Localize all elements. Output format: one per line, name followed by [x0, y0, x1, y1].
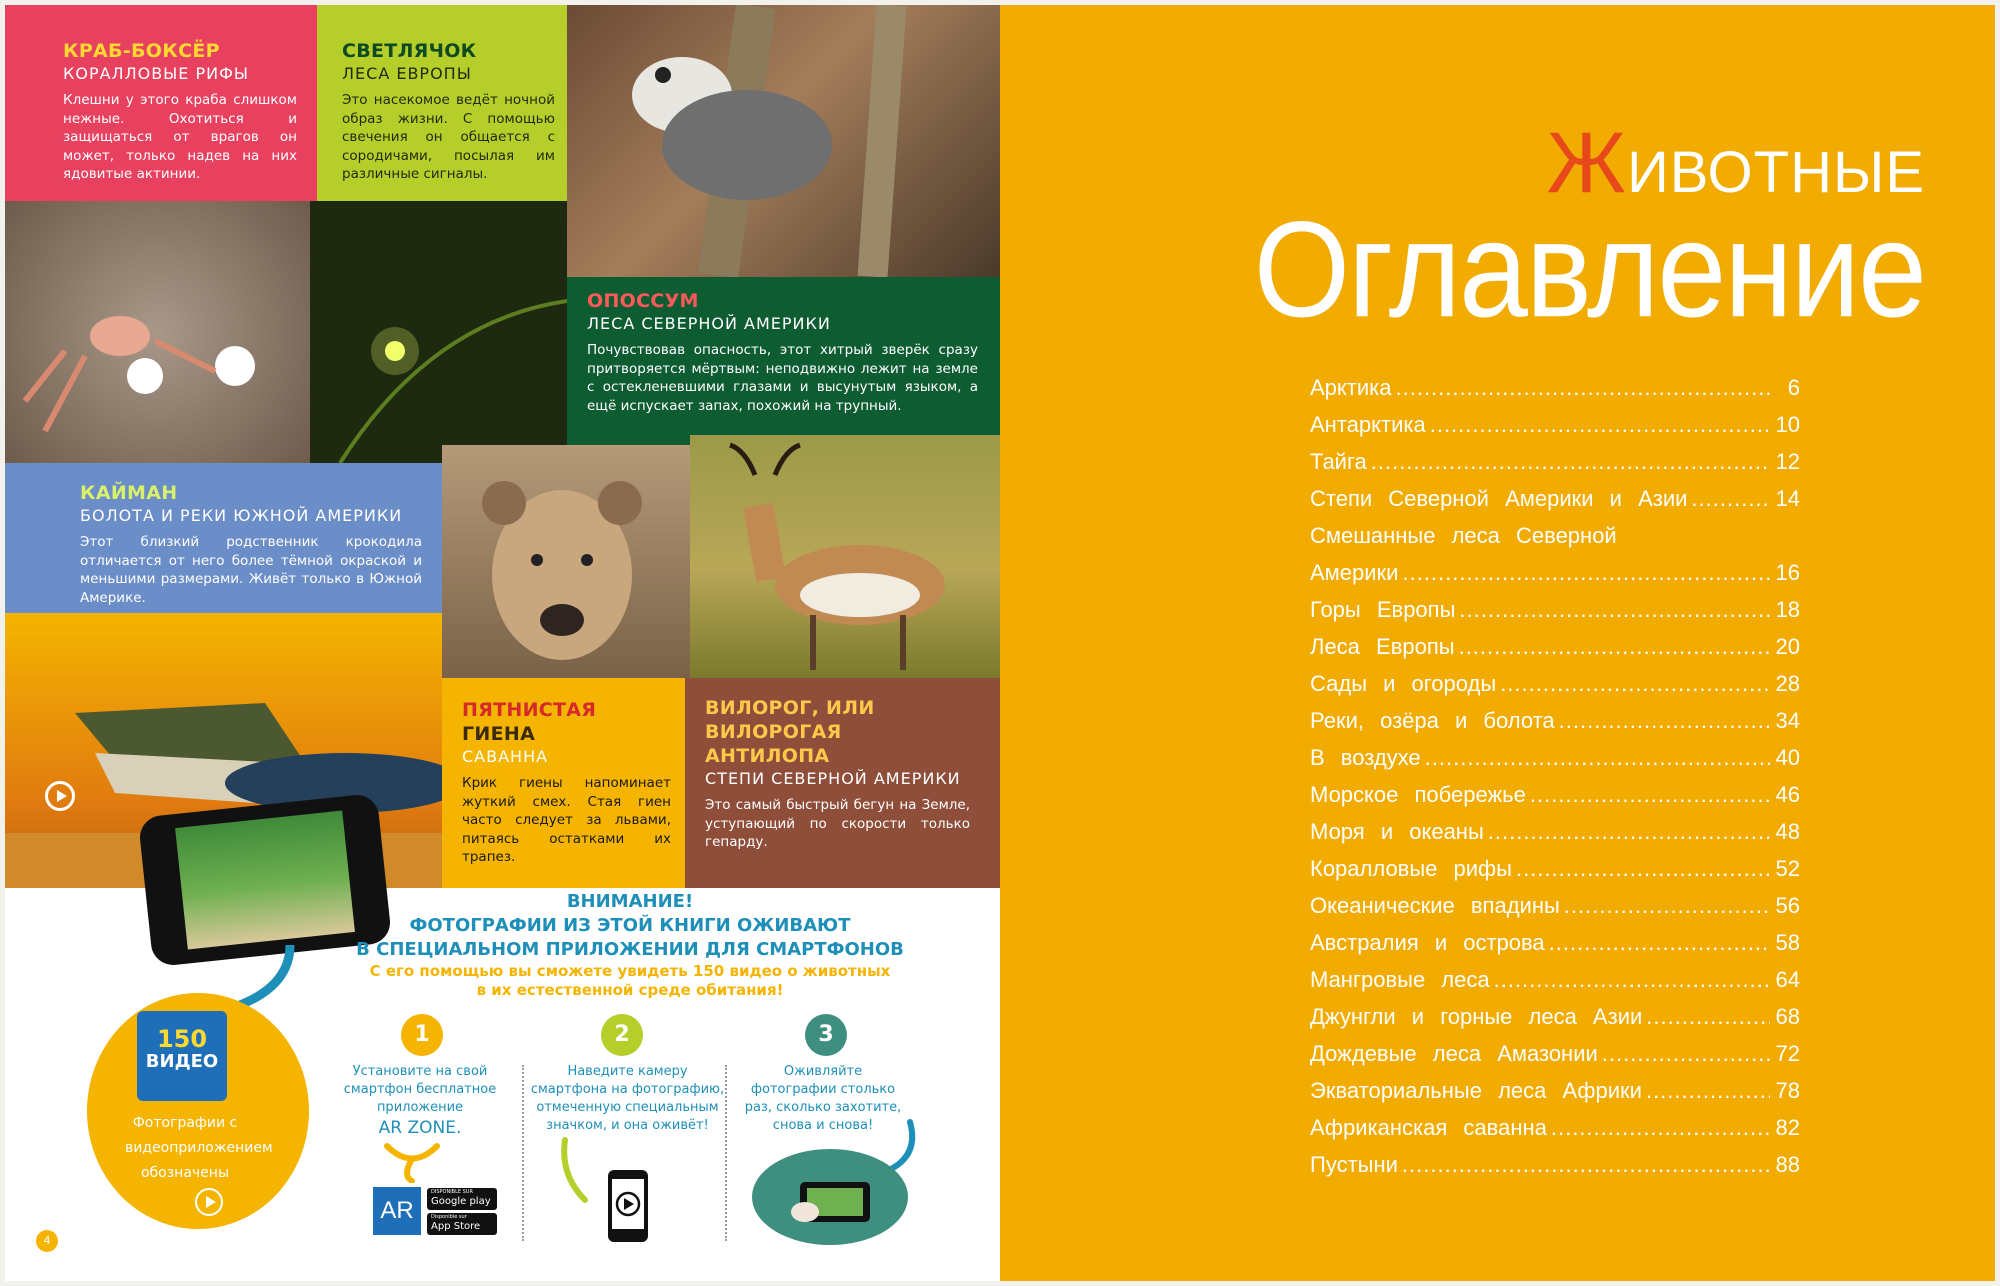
- toc-leader-dots: [1646, 1078, 1770, 1104]
- step-1-number: 1: [401, 1014, 443, 1056]
- toc-entry-page: 16: [1775, 560, 1800, 585]
- caiman-title: КАЙМАН: [80, 482, 178, 504]
- promo-line1: ФОТОГРАФИИ ИЗ ЭТОЙ КНИГИ ОЖИВАЮТ: [409, 915, 851, 936]
- toc-entry-title: Мангровые леса: [1310, 967, 1490, 992]
- toc-entry-title: Степи Северной Америки и Азии: [1310, 486, 1688, 511]
- toc-leader-dots: [1646, 1004, 1770, 1030]
- toc-leader-dots: [1396, 375, 1771, 401]
- toc-entry[interactable]: [1310, 1152, 1800, 1189]
- toc-entry-page: 48: [1775, 819, 1800, 844]
- toc-entry-title: Экваториальные леса Африки: [1310, 1078, 1642, 1103]
- toc-entry-page: 12: [1775, 449, 1800, 474]
- pronghorn-text: Это самый быстрый бегун на Земле, уступающий по скорости только гепарду.: [705, 797, 970, 850]
- toc-entry[interactable]: [1310, 1078, 1800, 1115]
- toc-entry-page: 46: [1775, 782, 1800, 807]
- toc-entry-title: Пустыни: [1310, 1152, 1398, 1177]
- toc-leader-dots: [1402, 1152, 1770, 1178]
- toc-leader-dots: [1402, 560, 1770, 586]
- toc-entry[interactable]: [1310, 819, 1800, 856]
- pronghorn-subtitle: СТЕПИ СЕВЕРНОЙ АМЕРИКИ: [705, 769, 961, 788]
- page-number: 4: [36, 1230, 58, 1252]
- app-store-small: Disponible sur: [431, 1214, 467, 1220]
- toc-entry[interactable]: [1310, 1004, 1800, 1041]
- video-play-icon[interactable]: [45, 781, 75, 811]
- toc-entry-page: 18: [1775, 597, 1800, 622]
- toc-entry[interactable]: [1310, 708, 1800, 745]
- hyena-text: Крик гиены напоминает жуткий смех. Стая гиен часто следует за львами, питаясь остатками их трапез.: [462, 775, 671, 865]
- ar-logo-icon: AR: [373, 1187, 421, 1235]
- google-play-label: Google play: [431, 1196, 491, 1207]
- app-store-badge[interactable]: [427, 1213, 497, 1235]
- right-page: [1000, 5, 1995, 1281]
- step-1-desc: Установите на свой смартфон бесплатное приложение: [343, 1064, 497, 1115]
- toc-entry-page: 88: [1775, 1152, 1800, 1177]
- step-1-text: [340, 1063, 500, 1139]
- step-separator-1: [522, 1065, 524, 1241]
- toc-leader-dots: [1691, 486, 1770, 512]
- toc-entry[interactable]: [1310, 375, 1800, 412]
- toc-entry-page: 28: [1775, 671, 1800, 696]
- toc-entry-page: 10: [1775, 412, 1800, 437]
- toc-entry[interactable]: [1310, 1115, 1800, 1152]
- video-label: ВИДЕО: [145, 1051, 219, 1072]
- toc-leader-dots: [1371, 449, 1770, 475]
- google-play-small: DISPONIBLE SUR: [431, 1189, 473, 1195]
- firefly-text: Это насекомое ведёт ночной образ жизни. С помощью свечения он общается с сородичами, посылая им различные сигналы.: [342, 92, 555, 182]
- google-play-badge[interactable]: [427, 1188, 497, 1210]
- caiman-subtitle: БОЛОТА И РЕКИ ЮЖНОЙ АМЕРИКИ: [80, 506, 403, 525]
- toc-entry[interactable]: [1310, 597, 1800, 634]
- video-count-card: [137, 1011, 227, 1101]
- toc-entry-title: Джунгли и горные леса Азии: [1310, 1004, 1643, 1029]
- hyena-title: [462, 698, 671, 746]
- crab-text: Клешни у этого краба слишком нежные. Охотиться и защищаться от врагов он может, только надев на них ядовитые актинии.: [63, 92, 297, 182]
- crab-photo: [5, 201, 310, 463]
- step-3-text: Оживляйте фотографии столько раз, сколько захотите, снова и снова!: [744, 1064, 902, 1133]
- toc-leader-dots: [1488, 819, 1770, 845]
- toc-entry-title: Дождевые леса Амазонии: [1310, 1041, 1598, 1066]
- step-separator-2: [725, 1065, 727, 1241]
- crab-card: [5, 5, 317, 201]
- toc-entry-title: Коралловые рифы: [1310, 856, 1512, 881]
- promo-heading: [315, 890, 945, 1000]
- toc-entry[interactable]: [1310, 486, 1800, 523]
- badge-play-icon: [195, 1188, 223, 1216]
- toc-entry-page: 52: [1775, 856, 1800, 881]
- toc-entry[interactable]: [1310, 745, 1800, 782]
- hyena-title-a: ПЯТНИСТАЯ: [462, 699, 597, 721]
- toc-entry-title: Америки: [1310, 560, 1399, 585]
- firefly-subtitle: ЛЕСА ЕВРОПЫ: [342, 64, 472, 83]
- toc-entry-title: Реки, озёра и болота: [1310, 708, 1555, 733]
- toc-entry[interactable]: [1310, 449, 1800, 486]
- promo-attention: ВНИМАНИЕ!: [566, 891, 694, 912]
- firefly-photo: [310, 201, 567, 463]
- toc-entry[interactable]: [1310, 967, 1800, 1004]
- toc-entry[interactable]: [1310, 671, 1800, 708]
- step-3-number: 3: [805, 1014, 847, 1056]
- toc-entry-page: 40: [1775, 745, 1800, 770]
- pronghorn-card: [685, 678, 1000, 888]
- toc-entry[interactable]: [1310, 523, 1800, 560]
- toc-entry[interactable]: [1310, 782, 1800, 819]
- pronghorn-photo: [690, 435, 1000, 678]
- toc-entry[interactable]: [1310, 856, 1800, 893]
- toc-entry-title: Арктика: [1310, 375, 1392, 400]
- video-badge: [87, 993, 309, 1229]
- ar-zone-name: AR ZONE.: [378, 1118, 462, 1138]
- opossum-photo: [567, 5, 1000, 277]
- phone-scan-icon: [560, 1135, 660, 1245]
- toc-entry-page: 64: [1775, 967, 1800, 992]
- promo-line4: в их естественной среде обитания!: [476, 981, 784, 999]
- toc-leader-dots: [1549, 930, 1770, 956]
- toc-entry-page: 72: [1775, 1041, 1800, 1066]
- toc-leader-dots: [1459, 597, 1770, 623]
- step-2-text: Наведите камеру смартфона на фотографию, отмеченную специальным значком, и она оживёт!: [530, 1064, 725, 1133]
- toc-entry-page: 20: [1775, 634, 1800, 659]
- step-2-number: 2: [601, 1014, 643, 1056]
- toc-leader-dots: [1459, 634, 1770, 660]
- opossum-card: [567, 277, 1000, 453]
- opossum-subtitle: ЛЕСА СЕВЕРНОЙ АМЕРИКИ: [587, 314, 831, 333]
- toc-entry-title: Леса Европы: [1310, 634, 1455, 659]
- toc-entry-title: Тайга: [1310, 449, 1367, 474]
- toc-entry[interactable]: [1310, 1041, 1800, 1078]
- toc-entry-page: 82: [1775, 1115, 1800, 1140]
- toc-entry-title: В воздухе: [1310, 745, 1421, 770]
- toc-leader-dots: [1559, 708, 1770, 734]
- toc-leader-dots: [1530, 782, 1770, 808]
- toc-leader-dots: [1494, 967, 1770, 993]
- hand-phone-icon: [745, 1117, 925, 1247]
- badge-text: Фотографии с видеоприложением обозначены: [125, 1115, 273, 1181]
- toc-entry-title: Горы Европы: [1310, 597, 1456, 622]
- caiman-text: Этот близкий родственник крокодила отличается от него более тёмной окраской и меньшими размерами. Живёт только в Южной Америке.: [80, 534, 422, 606]
- toc-entry-page: 34: [1775, 708, 1800, 733]
- toc-leader-dots: [1425, 745, 1770, 771]
- promo-line3: С его помощью вы сможете увидеть 150 видео о животных: [369, 962, 891, 980]
- toc-entry-page: 58: [1775, 930, 1800, 955]
- firefly-card: [317, 5, 567, 201]
- pronghorn-title: ВИЛОРОГ, ИЛИ ВИЛОРОГАЯ АНТИЛОПА: [705, 697, 875, 767]
- toc-leader-dots: [1516, 856, 1770, 882]
- video-count: 150: [156, 1025, 208, 1053]
- opossum-text: Почувствовав опасность, этот хитрый зверёк сразу притворяется мёртвым: неподвижно лежит на земле с остекленевшими глазами и высунутым языком, а ещё испускает запах, похожий на трупный.: [587, 342, 978, 414]
- toc-leader-dots: [1564, 893, 1770, 919]
- toc-entry-title: Океанические впадины: [1310, 893, 1560, 918]
- toc-entry-title: Африканская саванна: [1310, 1115, 1547, 1140]
- toc-entry[interactable]: [1310, 893, 1800, 930]
- toc-entry-page: 78: [1775, 1078, 1800, 1103]
- toc-leader-dots: [1602, 1041, 1770, 1067]
- hyena-subtitle: САВАННА: [462, 747, 549, 766]
- toc-entry-page: 68: [1775, 1004, 1800, 1029]
- toc-entry-page: 6: [1787, 375, 1800, 400]
- caiman-card: [5, 463, 442, 613]
- toc-entry-title: Моря и океаны: [1310, 819, 1484, 844]
- toc-entry-title: Морское побережье: [1310, 782, 1526, 807]
- toc-entry-title: Смешанные леса Северной: [1310, 523, 1617, 548]
- hyena-title-b: ГИЕНА: [462, 723, 536, 745]
- toc-entry[interactable]: [1310, 412, 1800, 449]
- crab-subtitle: КОРАЛЛОВЫЕ РИФЫ: [63, 64, 249, 83]
- toc-list: [1310, 375, 1800, 1189]
- title-rest: ИВОТНЫЕ: [1627, 140, 1925, 205]
- toc-heading: Оглавление: [1253, 194, 1925, 346]
- toc-entry[interactable]: [1310, 634, 1800, 671]
- left-page: [5, 5, 1000, 1281]
- app-store-label: App Store: [431, 1221, 481, 1232]
- title-first-letter: Ж: [1546, 115, 1628, 211]
- ar-zone-ribbon-icon: [382, 1141, 442, 1183]
- toc-leader-dots: [1551, 1115, 1770, 1141]
- toc-entry-title: Сады и огороды: [1310, 671, 1497, 696]
- hyena-photo: [442, 445, 690, 678]
- crab-title: КРАБ-БОКСЁР: [63, 40, 220, 62]
- toc-entry[interactable]: [1310, 560, 1800, 597]
- toc-entry-page: 56: [1775, 893, 1800, 918]
- promo-line2: В СПЕЦИАЛЬНОМ ПРИЛОЖЕНИИ ДЛЯ СМАРТФОНОВ: [356, 939, 904, 960]
- firefly-title: СВЕТЛЯЧОК: [342, 40, 477, 62]
- toc-entry-title: Австралия и острова: [1310, 930, 1545, 955]
- toc-entry[interactable]: [1310, 930, 1800, 967]
- opossum-title: ОПОССУМ: [587, 290, 699, 312]
- toc-leader-dots: [1500, 671, 1770, 697]
- toc-leader-dots: [1430, 412, 1770, 438]
- toc-entry-page: 14: [1775, 486, 1800, 511]
- hyena-card: [442, 678, 685, 888]
- toc-entry-title: Антарктика: [1310, 412, 1426, 437]
